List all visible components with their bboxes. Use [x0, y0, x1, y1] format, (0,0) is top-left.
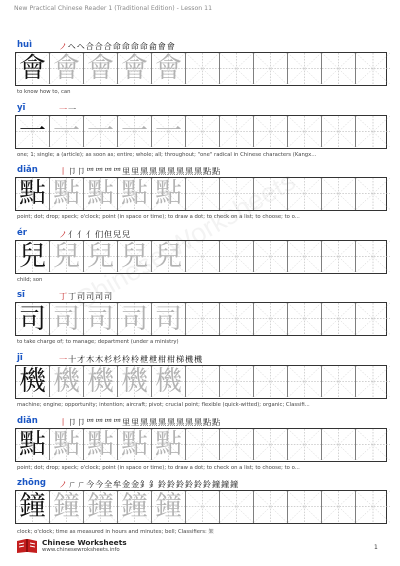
trace-character: 點: [155, 178, 182, 210]
practice-cell[interactable]: [186, 241, 220, 272]
practice-cell[interactable]: [322, 53, 356, 84]
trace-character: 點: [121, 178, 148, 210]
model-character: 兒: [19, 240, 46, 272]
trace-character: 兒: [121, 240, 148, 272]
practice-cell[interactable]: [220, 303, 254, 334]
stroke-step: 鐘: [230, 479, 239, 490]
chinese-worksheets-logo-icon: [15, 537, 39, 555]
trace-character: 機: [53, 366, 80, 398]
trace-character: 點: [53, 178, 80, 210]
stroke-step: 點: [203, 416, 212, 427]
practice-cell[interactable]: [220, 178, 254, 209]
stroke-step: 里: [131, 166, 140, 177]
practice-cell[interactable]: [356, 178, 390, 209]
practice-cell[interactable]: [288, 241, 322, 272]
trace-cell: [50, 491, 84, 522]
footer-brand: Chinese Worksheets: [42, 538, 127, 547]
practice-cell[interactable]: [254, 116, 288, 147]
meaning-text: one; 1; single; a (article); as soon as; entire; whole; all; throughout; "one" radical in Chinese characters (Kangx...: [17, 151, 317, 158]
stroke-step: 丨: [59, 166, 68, 177]
practice-cell[interactable]: [186, 116, 220, 147]
trace-character: 機: [121, 366, 148, 398]
practice-cell[interactable]: [186, 429, 220, 460]
practice-cell[interactable]: [254, 53, 288, 84]
trace-cell: [152, 491, 186, 522]
model-cell: [16, 116, 50, 147]
stroke-step: 柑: [167, 354, 176, 364]
stroke-order: [59, 166, 221, 177]
practice-cell[interactable]: [356, 491, 390, 522]
stroke-step: 兒: [113, 228, 122, 239]
character-entry: [15, 165, 387, 221]
model-character: 鐘: [19, 491, 46, 523]
stroke-step: 罒: [113, 166, 122, 177]
stroke-step: ヘ: [67, 41, 77, 51]
stroke-order: [59, 291, 113, 302]
stroke-step: 會: [157, 41, 167, 51]
practice-cell[interactable]: [254, 241, 288, 272]
stroke-step: 合: [103, 41, 113, 51]
meaning-text: to take charge of; to manage; department (under a ministry): [17, 339, 179, 346]
trace-character: 兒: [53, 240, 80, 272]
trace-cell: [152, 178, 186, 209]
trace-character: 點: [155, 428, 182, 460]
stroke-step: 機: [194, 354, 203, 364]
character-entry: [15, 102, 387, 158]
trace-cell: [50, 241, 84, 272]
trace-character: 鐘: [87, 491, 114, 523]
practice-cell[interactable]: [220, 116, 254, 147]
trace-character: 司: [87, 303, 114, 335]
practice-cell[interactable]: [220, 429, 254, 460]
stroke-step: 鈴: [203, 479, 212, 490]
practice-cell[interactable]: [356, 241, 390, 272]
practice-grid: [15, 428, 387, 462]
model-character: 一: [19, 115, 46, 147]
page-number: 1: [374, 544, 378, 551]
stroke-step: 侖: [148, 41, 158, 51]
model-cell: [16, 241, 50, 272]
stroke-step: 卩: [77, 416, 86, 427]
trace-cell: [50, 116, 84, 147]
trace-character: 一: [87, 115, 114, 147]
stroke-step: 一: [68, 103, 77, 114]
pinyin: zhōng: [17, 478, 46, 489]
stroke-step: 们: [95, 228, 104, 239]
practice-cell[interactable]: [254, 303, 288, 334]
model-character: 機: [19, 366, 46, 398]
practice-cell[interactable]: [322, 303, 356, 334]
trace-character: 兒: [155, 240, 182, 272]
stroke-step: 罒: [86, 416, 95, 427]
trace-cell: [84, 303, 118, 334]
practice-cell[interactable]: [254, 366, 288, 397]
stroke-step: 釒: [140, 479, 149, 490]
practice-cell[interactable]: [322, 116, 356, 147]
meaning-text: to know how to, can: [17, 89, 71, 95]
model-cell: [16, 303, 50, 334]
practice-cell[interactable]: [186, 303, 220, 334]
stroke-step: 鈴: [185, 479, 194, 490]
character-entry: [15, 290, 387, 346]
practice-grid: [15, 52, 387, 86]
stroke-step: 柃: [122, 354, 131, 364]
stroke-order: [59, 479, 239, 490]
stroke-step: 罒: [104, 166, 113, 177]
trace-cell: [152, 366, 186, 397]
stroke-step: 司: [86, 291, 95, 302]
trace-cell: [84, 178, 118, 209]
meaning-text: child; son: [17, 276, 43, 283]
pinyin-row: [15, 165, 387, 177]
practice-cell[interactable]: [186, 366, 220, 397]
trace-character: 會: [87, 53, 114, 85]
trace-character: 兒: [87, 240, 114, 272]
trace-cell: [84, 429, 118, 460]
stroke-step: 里: [131, 416, 140, 427]
character-entry: [15, 227, 387, 283]
stroke-step: 黑: [149, 416, 158, 427]
stroke-step: 罒: [95, 166, 104, 177]
trace-character: 一: [155, 115, 182, 147]
trace-cell: [84, 491, 118, 522]
stroke-step: ノ: [59, 41, 68, 51]
stroke-step: 才: [77, 354, 86, 364]
trace-cell: [152, 303, 186, 334]
pinyin-row: [15, 103, 387, 115]
practice-grid: [15, 490, 387, 524]
stroke-step: 牟: [113, 479, 122, 490]
practice-cell[interactable]: [186, 53, 220, 84]
pinyin-row: [15, 478, 387, 490]
trace-character: 司: [155, 303, 182, 335]
trace-cell: [50, 53, 84, 84]
stroke-step: 罒: [104, 416, 113, 427]
stroke-step: 命: [112, 41, 122, 51]
trace-character: 點: [53, 428, 80, 460]
pinyin: ér: [17, 227, 27, 238]
model-cell: [16, 366, 50, 397]
stroke-step: 鈴: [194, 479, 203, 490]
trace-character: 鐘: [53, 491, 80, 523]
stroke-step: 司: [104, 291, 113, 302]
stroke-order: [59, 229, 131, 240]
pinyin: yī: [17, 102, 26, 113]
practice-cell[interactable]: [288, 116, 322, 147]
practice-cell[interactable]: [288, 366, 322, 397]
pinyin-row: [15, 40, 387, 52]
stroke-step: 黑: [158, 166, 167, 177]
worksheet-header: New Practical Chinese Reader 1 (Traditional Edition) - Lesson 11: [14, 5, 213, 12]
character-entry: [15, 353, 387, 408]
trace-cell: [118, 53, 152, 84]
model-character: 點: [19, 428, 46, 460]
practice-cell[interactable]: [220, 241, 254, 272]
meaning-text: point; dot; drop; speck; o'clock; point (in space or time); to draw a dot; to check on a list; to choose; to o...: [17, 464, 300, 471]
model-cell: [16, 429, 50, 460]
trace-cell: [84, 366, 118, 397]
stroke-step: 丁: [68, 291, 77, 302]
stroke-step: ㄏ: [68, 479, 77, 490]
stroke-step: 罒: [95, 416, 104, 427]
stroke-step: 今: [95, 479, 104, 490]
footer-url[interactable]: www.chinesewroksheets.info: [42, 547, 120, 553]
stroke-step: 十: [68, 354, 77, 364]
stroke-step: 兒: [122, 228, 131, 239]
stroke-step: ㄏ: [77, 479, 86, 490]
practice-cell[interactable]: [322, 366, 356, 397]
trace-character: 一: [121, 115, 148, 147]
practice-cell[interactable]: [356, 303, 390, 334]
stroke-step: 柃: [131, 354, 140, 364]
stroke-step: 合: [94, 41, 104, 51]
trace-cell: [84, 116, 118, 147]
stroke-step: 機: [185, 354, 194, 364]
practice-cell[interactable]: [356, 116, 390, 147]
character-entry: [15, 415, 387, 471]
practice-cell[interactable]: [288, 53, 322, 84]
trace-cell: [118, 491, 152, 522]
stroke-step: 黑: [194, 416, 203, 427]
stroke-step: 黑: [167, 416, 176, 427]
stroke-step: 今: [86, 479, 95, 490]
stroke-step: 鐘: [212, 479, 221, 490]
practice-cell[interactable]: [288, 429, 322, 460]
stroke-step: 黑: [158, 416, 167, 427]
stroke-step: 卩: [77, 166, 86, 177]
character-entry: [15, 40, 387, 95]
pinyin-row: [15, 290, 387, 302]
stroke-step: 木: [86, 354, 95, 364]
pinyin: diǎn: [17, 165, 38, 176]
meaning-text: point; dot; drop; speck; o'clock; point (in space or time); to draw a dot; to check on a list; to choose; to o...: [17, 214, 300, 221]
stroke-step: 里: [122, 416, 131, 427]
trace-cell: [118, 429, 152, 460]
model-character: 會: [19, 53, 46, 85]
stroke-step: 黑: [194, 166, 203, 177]
character-entry: [15, 478, 387, 536]
stroke-step: 點: [212, 166, 221, 177]
pinyin-row: [15, 353, 387, 365]
practice-cell[interactable]: [254, 178, 288, 209]
practice-cell[interactable]: [288, 303, 322, 334]
stroke-step: 鈴: [167, 479, 176, 490]
stroke-step: 金: [131, 479, 140, 490]
practice-cell[interactable]: [186, 178, 220, 209]
stroke-step: 司: [77, 291, 86, 302]
trace-character: 司: [53, 303, 80, 335]
trace-cell: [50, 303, 84, 334]
stroke-step: 亻: [86, 228, 95, 239]
trace-character: 一: [53, 115, 80, 147]
stroke-step: 梯: [176, 354, 185, 364]
practice-grid: [15, 115, 387, 149]
model-character: 點: [19, 178, 46, 210]
stroke-step: 里: [122, 166, 131, 177]
trace-cell: [152, 53, 186, 84]
stroke-step: 黑: [176, 166, 185, 177]
stroke-step: 杉: [104, 354, 113, 364]
practice-cell[interactable]: [322, 491, 356, 522]
stroke-step: 罒: [113, 416, 122, 427]
practice-cell[interactable]: [220, 491, 254, 522]
stroke-step: 鈴: [176, 479, 185, 490]
model-character: 司: [19, 303, 46, 335]
trace-cell: [50, 366, 84, 397]
practice-grid: [15, 240, 387, 274]
stroke-step: 司: [95, 291, 104, 302]
trace-cell: [118, 366, 152, 397]
trace-cell: [152, 241, 186, 272]
trace-cell: [50, 178, 84, 209]
pinyin: huì: [17, 40, 33, 50]
stroke-step: ノ: [59, 479, 68, 490]
model-cell: [16, 53, 50, 84]
stroke-step: 枻: [140, 354, 149, 364]
trace-cell: [118, 116, 152, 147]
stroke-step: 黑: [185, 166, 194, 177]
stroke-step: 黑: [176, 416, 185, 427]
stroke-step: 枻: [149, 354, 158, 364]
stroke-step: 亻: [68, 228, 77, 239]
stroke-step: 木: [95, 354, 104, 364]
practice-cell[interactable]: [322, 241, 356, 272]
trace-character: 司: [121, 303, 148, 335]
meaning-text: clock; o'clock; time as measured in hours and minutes; bell; Classifiers: 架: [17, 529, 214, 536]
stroke-step: 命: [130, 41, 140, 51]
trace-character: 鐘: [155, 491, 182, 523]
trace-cell: [118, 303, 152, 334]
stroke-step: 金: [122, 479, 131, 490]
stroke-step: 亻: [77, 228, 86, 239]
stroke-step: 命: [139, 41, 149, 51]
trace-character: 點: [87, 178, 114, 210]
practice-cell[interactable]: [356, 366, 390, 397]
stroke-order: [59, 104, 77, 115]
stroke-order: [59, 354, 203, 365]
stroke-step: 一: [59, 354, 68, 364]
pinyin: sī: [17, 290, 25, 301]
stroke-step: 黑: [140, 166, 149, 177]
practice-cell[interactable]: [288, 178, 322, 209]
pinyin-row: [15, 228, 387, 240]
stroke-step: 罒: [86, 166, 95, 177]
trace-character: 點: [121, 428, 148, 460]
stroke-step: 黑: [167, 166, 176, 177]
practice-cell[interactable]: [322, 429, 356, 460]
trace-cell: [84, 241, 118, 272]
stroke-step: 點: [212, 416, 221, 427]
stroke-step: 點: [203, 166, 212, 177]
model-cell: [16, 491, 50, 522]
model-cell: [16, 178, 50, 209]
practice-grid: [15, 302, 387, 336]
stroke-step: 柑: [158, 354, 167, 364]
stroke-step: ノ: [59, 228, 68, 239]
trace-character: 點: [87, 428, 114, 460]
stroke-order: [59, 41, 176, 52]
trace-cell: [152, 116, 186, 147]
practice-cell[interactable]: [356, 53, 390, 84]
trace-cell: [50, 429, 84, 460]
trace-character: 機: [87, 366, 114, 398]
stroke-step: 黑: [140, 416, 149, 427]
trace-character: 會: [53, 53, 80, 85]
stroke-step: 卩: [68, 166, 77, 177]
stroke-step: 一: [59, 103, 68, 114]
stroke-step: 黑: [185, 416, 194, 427]
trace-cell: [118, 178, 152, 209]
pinyin: diǎn: [17, 415, 38, 426]
trace-character: 會: [155, 53, 182, 85]
practice-cell[interactable]: [288, 491, 322, 522]
stroke-step: 鈴: [158, 479, 167, 490]
stroke-step: 黑: [149, 166, 158, 177]
pinyin-row: [15, 416, 387, 428]
stroke-step: 丨: [59, 416, 68, 427]
trace-cell: [152, 429, 186, 460]
meaning-text: machine; engine; opportunity; intention; aircraft; pivot; crucial point; flexible (quick-witted); organic; Classifi...: [17, 402, 310, 408]
trace-character: 會: [121, 53, 148, 85]
stroke-step: 會: [166, 41, 176, 51]
stroke-step: 鐘: [221, 479, 230, 490]
stroke-order: [59, 417, 221, 428]
pinyin: jī: [17, 353, 23, 363]
stroke-step: 卩: [68, 416, 77, 427]
stroke-step: ヘ: [76, 41, 86, 51]
practice-cell[interactable]: [220, 53, 254, 84]
practice-cell[interactable]: [220, 366, 254, 397]
trace-character: 機: [155, 366, 182, 398]
trace-cell: [84, 53, 118, 84]
practice-cell[interactable]: [186, 491, 220, 522]
stroke-step: 杉: [113, 354, 122, 364]
practice-grid: [15, 177, 387, 211]
stroke-step: 全: [104, 479, 113, 490]
stroke-step: 命: [121, 41, 131, 51]
stroke-step: 但: [104, 228, 113, 239]
practice-grid: [15, 365, 387, 399]
stroke-step: 合: [85, 41, 95, 51]
practice-cell[interactable]: [254, 429, 288, 460]
stroke-step: 丁: [59, 291, 68, 302]
trace-cell: [118, 241, 152, 272]
stroke-step: 釒: [149, 479, 158, 490]
practice-cell[interactable]: [322, 178, 356, 209]
trace-character: 鐘: [121, 491, 148, 523]
practice-cell[interactable]: [356, 429, 390, 460]
practice-cell[interactable]: [254, 491, 288, 522]
